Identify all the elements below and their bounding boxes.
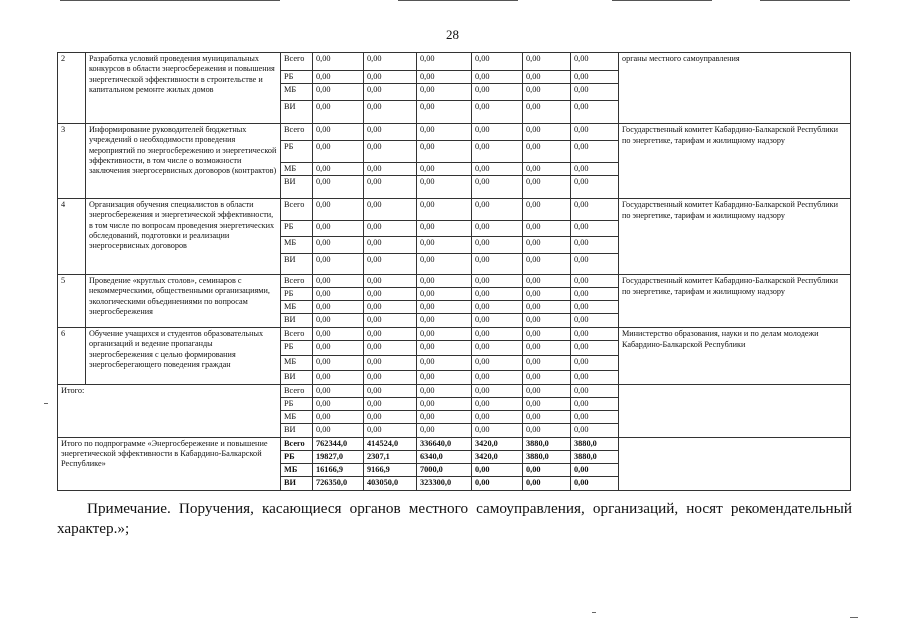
amount-cell: 0,00: [313, 71, 364, 84]
amount-cell: 0,00: [571, 101, 619, 124]
scan-mark: [850, 617, 858, 618]
amount-cell: 403050,0: [364, 477, 417, 491]
amount-cell: 0,00: [313, 301, 364, 314]
amount-cell: 0,00: [313, 398, 364, 411]
top-rule-left: [60, 0, 280, 1]
funding-source: Всего: [281, 124, 313, 141]
amount-cell: 7000,0: [417, 464, 472, 477]
responsible-party: Государственный комитет Кабардино-Балкарской Республики по энергетике, тарифам и жилищному надзору: [619, 275, 851, 328]
funding-source: МБ: [281, 356, 313, 371]
funding-source: Всего: [281, 328, 313, 341]
amount-cell: 0,00: [472, 141, 523, 163]
amount-cell: 0,00: [313, 424, 364, 438]
funding-source: РБ: [281, 221, 313, 237]
amount-cell: 0,00: [523, 84, 571, 101]
amount-cell: 0,00: [571, 199, 619, 221]
task-description: Информирование руководителей бюджетных учреждений о необходимости проведения мероприятий по энергосбережению и энергетической эффективности, в том числе о возможности заключения энергосервисных договоров (контрактов): [86, 124, 281, 199]
amount-cell: 0,00: [364, 385, 417, 398]
funding-source: ВИ: [281, 371, 313, 385]
amount-cell: 0,00: [571, 176, 619, 199]
amount-cell: 0,00: [523, 163, 571, 176]
table-row: [58, 275, 851, 288]
funding-source: РБ: [281, 341, 313, 356]
funding-source: РБ: [281, 141, 313, 163]
amount-cell: 0,00: [571, 71, 619, 84]
amount-cell: 0,00: [417, 275, 472, 288]
amount-cell: 0,00: [523, 53, 571, 71]
amount-cell: 0,00: [472, 398, 523, 411]
funding-source: МБ: [281, 84, 313, 101]
total-label: Итого:: [58, 385, 281, 438]
subprogram-total-label: Итого по подпрограмме «Энергосбережение и повышение энергетической эффективности в Кабардино-Балкарской Республике»: [58, 438, 281, 491]
amount-cell: 0,00: [472, 411, 523, 424]
amount-cell: 0,00: [313, 341, 364, 356]
amount-cell: 16166,9: [313, 464, 364, 477]
task-description: Проведение «круглых столов», семинаров с некоммерческими, общественными организациями, экологическими объединениями по вопросам энергосбережения: [86, 275, 281, 328]
amount-cell: 0,00: [571, 221, 619, 237]
row-number: 3: [58, 124, 86, 199]
responsible-party: Государственный комитет Кабардино-Балкарской Республики по энергетике, тарифам и жилищному надзору: [619, 199, 851, 275]
amount-cell: 0,00: [417, 124, 472, 141]
funding-source: МБ: [281, 411, 313, 424]
amount-cell: 0,00: [313, 371, 364, 385]
amount-cell: 0,00: [472, 275, 523, 288]
top-rule-far: [760, 0, 850, 1]
amount-cell: 323300,0: [417, 477, 472, 491]
amount-cell: 0,00: [571, 477, 619, 491]
amount-cell: 0,00: [523, 237, 571, 254]
amount-cell: 0,00: [571, 275, 619, 288]
amount-cell: 0,00: [472, 221, 523, 237]
amount-cell: 0,00: [523, 371, 571, 385]
amount-cell: 0,00: [313, 356, 364, 371]
amount-cell: 0,00: [523, 101, 571, 124]
amount-cell: 0,00: [364, 328, 417, 341]
amount-cell: 0,00: [313, 275, 364, 288]
amount-cell: 0,00: [313, 314, 364, 328]
amount-cell: 0,00: [571, 341, 619, 356]
amount-cell: 0,00: [364, 163, 417, 176]
amount-cell: 0,00: [364, 301, 417, 314]
amount-cell: 0,00: [571, 385, 619, 398]
amount-cell: 0,00: [571, 424, 619, 438]
funding-source: МБ: [281, 464, 313, 477]
page-number: 28: [446, 27, 459, 42]
amount-cell: 0,00: [472, 314, 523, 328]
amount-cell: 0,00: [472, 356, 523, 371]
amount-cell: 0,00: [571, 288, 619, 301]
task-description: Обучение учащихся и студентов образовательных организаций и ведение пропаганды энергосбережения с целью формирования энергосберегающего поведения граждан: [86, 328, 281, 385]
amount-cell: 0,00: [523, 411, 571, 424]
amount-cell: 0,00: [523, 275, 571, 288]
row-number: 5: [58, 275, 86, 328]
amount-cell: 0,00: [313, 141, 364, 163]
amount-cell: 0,00: [571, 328, 619, 341]
amount-cell: 0,00: [313, 176, 364, 199]
funding-source: ВИ: [281, 477, 313, 491]
amount-cell: 6340,0: [417, 451, 472, 464]
row-number: 6: [58, 328, 86, 385]
funding-source: Всего: [281, 438, 313, 451]
amount-cell: 0,00: [364, 53, 417, 71]
amount-cell: 0,00: [571, 356, 619, 371]
amount-cell: 0,00: [364, 411, 417, 424]
amount-cell: 0,00: [472, 176, 523, 199]
amount-cell: 0,00: [472, 237, 523, 254]
amount-cell: 0,00: [472, 424, 523, 438]
amount-cell: 0,00: [417, 314, 472, 328]
task-description: Разработка условий проведения муниципальных конкурсов в области энергосбережения и повышения энергетической эффективности в строительстве и капитальном ремонте жилых домов: [86, 53, 281, 124]
amount-cell: 0,00: [523, 254, 571, 275]
amount-cell: 0,00: [417, 371, 472, 385]
amount-cell: 0,00: [313, 385, 364, 398]
amount-cell: 0,00: [417, 385, 472, 398]
funding-source: Всего: [281, 275, 313, 288]
responsible-party: [619, 385, 851, 438]
amount-cell: 0,00: [417, 71, 472, 84]
responsible-party: Министерство образования, науки и по делам молодежи Кабардино-Балкарской Республики: [619, 328, 851, 385]
funding-source: ВИ: [281, 101, 313, 124]
funding-source: РБ: [281, 451, 313, 464]
amount-cell: 3420,0: [472, 438, 523, 451]
amount-cell: 0,00: [417, 221, 472, 237]
amount-cell: 0,00: [364, 275, 417, 288]
amount-cell: 0,00: [523, 477, 571, 491]
amount-cell: 0,00: [523, 424, 571, 438]
amount-cell: 336640,0: [417, 438, 472, 451]
funding-source: РБ: [281, 398, 313, 411]
amount-cell: 0,00: [364, 71, 417, 84]
budget-table: [57, 52, 851, 491]
amount-cell: 0,00: [313, 101, 364, 124]
amount-cell: 0,00: [571, 411, 619, 424]
amount-cell: 0,00: [472, 385, 523, 398]
amount-cell: 0,00: [313, 124, 364, 141]
amount-cell: 0,00: [313, 328, 364, 341]
amount-cell: 0,00: [571, 124, 619, 141]
amount-cell: 0,00: [417, 411, 472, 424]
amount-cell: 0,00: [364, 288, 417, 301]
amount-cell: 3880,0: [571, 451, 619, 464]
amount-cell: 0,00: [472, 84, 523, 101]
amount-cell: 0,00: [417, 84, 472, 101]
amount-cell: 0,00: [364, 314, 417, 328]
amount-cell: 0,00: [417, 101, 472, 124]
amount-cell: 0,00: [571, 53, 619, 71]
funding-source: Всего: [281, 385, 313, 398]
amount-cell: 0,00: [523, 301, 571, 314]
amount-cell: 0,00: [472, 254, 523, 275]
amount-cell: 0,00: [364, 221, 417, 237]
amount-cell: 0,00: [523, 221, 571, 237]
amount-cell: 0,00: [417, 356, 472, 371]
amount-cell: 0,00: [523, 385, 571, 398]
amount-cell: 0,00: [472, 71, 523, 84]
amount-cell: 0,00: [417, 341, 472, 356]
row-number: 2: [58, 53, 86, 124]
amount-cell: 9166,9: [364, 464, 417, 477]
amount-cell: 0,00: [364, 356, 417, 371]
amount-cell: 0,00: [571, 254, 619, 275]
amount-cell: 0,00: [523, 71, 571, 84]
amount-cell: 0,00: [364, 124, 417, 141]
funding-source: МБ: [281, 163, 313, 176]
amount-cell: 0,00: [364, 199, 417, 221]
amount-cell: 0,00: [571, 371, 619, 385]
amount-cell: 0,00: [364, 424, 417, 438]
amount-cell: 0,00: [571, 464, 619, 477]
table-row: [58, 328, 851, 341]
responsible-party: [619, 438, 851, 491]
amount-cell: 0,00: [571, 314, 619, 328]
amount-cell: 0,00: [472, 371, 523, 385]
amount-cell: 0,00: [364, 237, 417, 254]
amount-cell: 0,00: [313, 163, 364, 176]
amount-cell: 0,00: [523, 288, 571, 301]
note-paragraph: Примечание. Поручения, касающиеся органов местного самоуправления, организаций, носят рекомендательный характер.»;: [57, 500, 852, 537]
amount-cell: 0,00: [523, 464, 571, 477]
amount-cell: 0,00: [523, 356, 571, 371]
amount-cell: 0,00: [472, 53, 523, 71]
row-number: 4: [58, 199, 86, 275]
amount-cell: 0,00: [364, 176, 417, 199]
amount-cell: 0,00: [313, 254, 364, 275]
amount-cell: 0,00: [472, 163, 523, 176]
amount-cell: 0,00: [523, 398, 571, 411]
funding-source: МБ: [281, 237, 313, 254]
amount-cell: 3880,0: [523, 438, 571, 451]
amount-cell: 0,00: [417, 237, 472, 254]
scan-mark: [592, 612, 596, 613]
amount-cell: 0,00: [472, 328, 523, 341]
amount-cell: 2307,1: [364, 451, 417, 464]
amount-cell: 0,00: [417, 328, 472, 341]
table-row: [58, 124, 851, 141]
amount-cell: 0,00: [417, 141, 472, 163]
amount-cell: 0,00: [417, 288, 472, 301]
funding-source: Всего: [281, 53, 313, 71]
amount-cell: 414524,0: [364, 438, 417, 451]
amount-cell: 0,00: [571, 141, 619, 163]
amount-cell: 726350,0: [313, 477, 364, 491]
amount-cell: 0,00: [417, 254, 472, 275]
amount-cell: 0,00: [364, 371, 417, 385]
table-row: [58, 438, 851, 451]
amount-cell: 0,00: [417, 176, 472, 199]
funding-source: РБ: [281, 71, 313, 84]
amount-cell: 0,00: [472, 301, 523, 314]
funding-source: МБ: [281, 301, 313, 314]
table-row: [58, 53, 851, 71]
amount-cell: 0,00: [472, 464, 523, 477]
amount-cell: 0,00: [571, 84, 619, 101]
amount-cell: 0,00: [571, 237, 619, 254]
amount-cell: 762344,0: [313, 438, 364, 451]
amount-cell: 0,00: [364, 341, 417, 356]
funding-source: Всего: [281, 199, 313, 221]
amount-cell: 0,00: [364, 101, 417, 124]
scan-mark: [44, 403, 48, 404]
amount-cell: 0,00: [523, 314, 571, 328]
amount-cell: 0,00: [472, 199, 523, 221]
amount-cell: 0,00: [571, 163, 619, 176]
amount-cell: 0,00: [523, 124, 571, 141]
amount-cell: 0,00: [417, 424, 472, 438]
table-row: [58, 199, 851, 221]
amount-cell: 0,00: [571, 398, 619, 411]
amount-cell: 0,00: [472, 477, 523, 491]
amount-cell: 0,00: [313, 199, 364, 221]
amount-cell: 3420,0: [472, 451, 523, 464]
amount-cell: 0,00: [571, 301, 619, 314]
table-row: [58, 385, 851, 398]
amount-cell: 3880,0: [571, 438, 619, 451]
amount-cell: 0,00: [313, 237, 364, 254]
funding-source: ВИ: [281, 424, 313, 438]
funding-source: РБ: [281, 288, 313, 301]
amount-cell: 0,00: [417, 163, 472, 176]
amount-cell: 19827,0: [313, 451, 364, 464]
amount-cell: 0,00: [472, 124, 523, 141]
amount-cell: 0,00: [523, 176, 571, 199]
amount-cell: 0,00: [523, 199, 571, 221]
amount-cell: 0,00: [313, 288, 364, 301]
amount-cell: 0,00: [313, 53, 364, 71]
responsible-party: Государственный комитет Кабардино-Балкарской Республики по энергетике, тарифам и жилищному надзору: [619, 124, 851, 199]
amount-cell: 0,00: [364, 141, 417, 163]
amount-cell: 0,00: [523, 341, 571, 356]
amount-cell: 0,00: [364, 84, 417, 101]
funding-source: ВИ: [281, 314, 313, 328]
top-rule-mid: [398, 0, 518, 1]
amount-cell: 0,00: [313, 411, 364, 424]
task-description: Организация обучения специалистов в области энергосбережения и энергетической эффективности, в том числе по вопросам проведения энергетических обследований, подготовки и реализации энергосервисных договоров: [86, 199, 281, 275]
table-body: [58, 53, 851, 491]
funding-source: ВИ: [281, 254, 313, 275]
amount-cell: 0,00: [417, 53, 472, 71]
amount-cell: 0,00: [313, 221, 364, 237]
amount-cell: 0,00: [417, 301, 472, 314]
amount-cell: 0,00: [417, 199, 472, 221]
amount-cell: 0,00: [472, 101, 523, 124]
amount-cell: 0,00: [472, 341, 523, 356]
amount-cell: 0,00: [472, 288, 523, 301]
amount-cell: 0,00: [523, 141, 571, 163]
amount-cell: 0,00: [417, 398, 472, 411]
amount-cell: 0,00: [364, 398, 417, 411]
funding-source: ВИ: [281, 176, 313, 199]
top-rule-right: [612, 0, 712, 1]
amount-cell: 3880,0: [523, 451, 571, 464]
amount-cell: 0,00: [364, 254, 417, 275]
amount-cell: 0,00: [313, 84, 364, 101]
amount-cell: 0,00: [523, 328, 571, 341]
responsible-party: органы местного самоуправления: [619, 53, 851, 124]
